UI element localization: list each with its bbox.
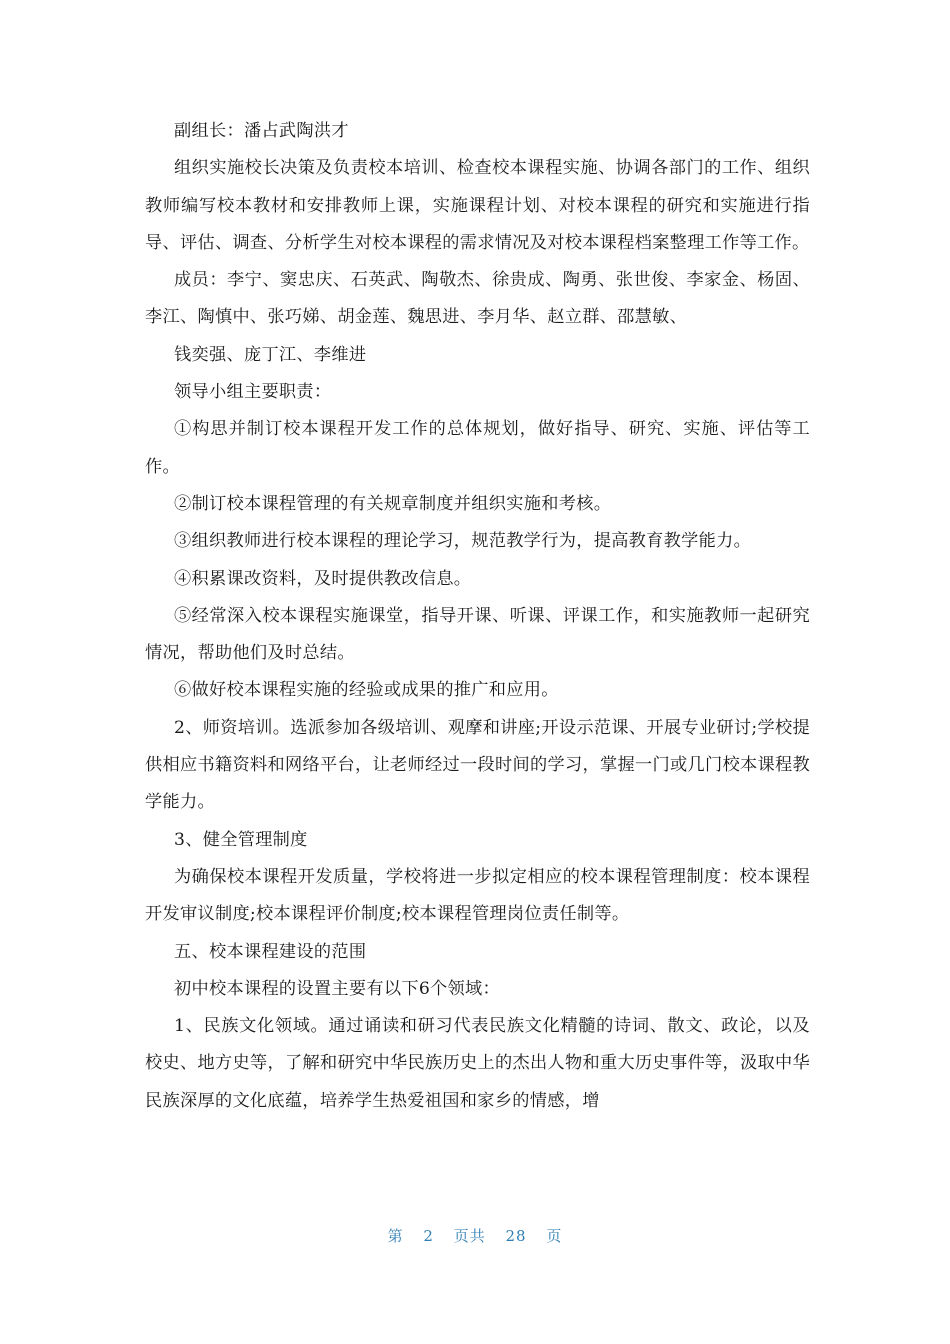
footer-label-end: 页 <box>546 1227 563 1245</box>
document-body <box>145 113 810 1120</box>
paragraph-duty-1: ①构思并制订校本课程开发工作的总体规划，做好指导、研究、实施、评估等工作。 <box>145 419 810 477</box>
footer-total-pages: 28 <box>505 1227 527 1245</box>
paragraph-duty-5: ⑤经常深入校本课程实施课堂，指导开课、听课、评课工作，和实施教师一起研究情况，帮助他们及时总结。 <box>145 605 810 664</box>
footer-label-of: 页共 <box>453 1227 486 1245</box>
paragraph-members: 成员：李宁、窦忠庆、石英武、陶敬杰、徐贵成、陶勇、张世俊、李家金、杨固、李江、陶慎中、张巧娣、胡金莲、魏思进、李月华、赵立群、邵慧敏、 <box>145 270 810 328</box>
page-footer <box>0 1225 950 1246</box>
paragraph-duty-4: ④积累课改资料，及时提供教改信息。 <box>174 568 472 589</box>
paragraph-vice-leader: 副组长：潘占武陶洪才 <box>174 121 349 141</box>
footer-current-page: 2 <box>423 1227 434 1245</box>
paragraph-teacher-training: 2、师资培训。选派参加各级培训、观摩和讲座;开设示范课、开展专业研讨;学校提供相应书籍资料和网络平台，让老师经过一段时间的学习，掌握一门或几门校本课程教学能力。 <box>145 717 810 813</box>
paragraph-duties-vice-leader: 组织实施校长决策及负责校本培训、检查校本课程实施、协调各部门的工作、组织教师编写校本教材和安排教师上课，实施课程计划、对校本课程的研究和实施进行指导、评估、调查、分析学生对校本课程的需求情况及对校本课程档案整理工作等工作。 <box>145 158 810 253</box>
paragraph-duty-3: ③组织教师进行校本课程的理论学习，规范教学行为，提高教育教学能力。 <box>174 531 752 552</box>
paragraph-duty-6: ⑥做好校本课程实施的经验或成果的推广和应用。 <box>174 680 559 701</box>
paragraph-national-culture: 1、民族文化领域。通过诵读和研习代表民族文化精髓的诗词、散文、政论，以及校史、地方史等，了解和研究中华民族历史上的杰出人物和重大历史事件等，汲取中华民族深厚的文化底蕴，培养学生热爱祖国和家乡的情感，增 <box>145 1016 810 1111</box>
paragraph-members-continued: 钱奕强、庞丁江、李维进 <box>174 344 367 365</box>
footer-label-page: 第 <box>387 1227 404 1245</box>
paragraph-management-system: 为确保校本课程开发质量，学校将进一步拟定相应的校本课程管理制度：校本课程开发审议制度;校本课程评价制度;校本课程管理岗位责任制等。 <box>145 866 810 925</box>
paragraph-management-heading: 3、健全管理制度 <box>174 829 308 850</box>
paragraph-six-domains: 初中校本课程的设置主要有以下6个领域： <box>174 978 501 999</box>
paragraph-duty-2: ②制订校本课程管理的有关规章制度并组织实施和考核。 <box>174 493 612 514</box>
paragraph-leadership-duties-heading: 领导小组主要职责： <box>174 382 332 403</box>
paragraph-section-five-heading: 五、校本课程建设的范围 <box>174 941 367 962</box>
